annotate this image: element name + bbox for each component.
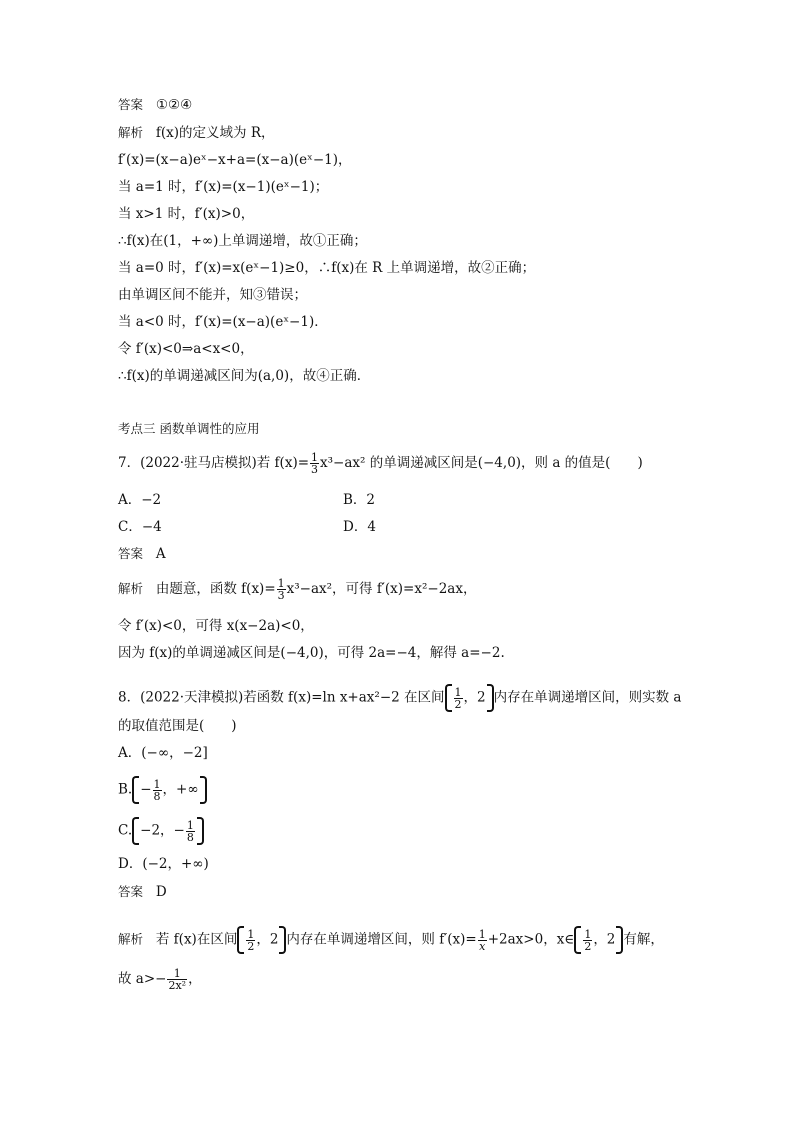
q7-option-c: C．−4	[118, 519, 162, 535]
interval-right: ，2	[593, 931, 616, 948]
q8-sol-mid: 内存在单调递增区间，则 f′(x)=	[286, 931, 477, 948]
solution-line-8: 当 a<0 时，f′(x)=(x−a)(eˣ−1)．	[118, 314, 328, 330]
solution-line-5: ∴f(x)在(1，+∞)上单调递增，故①正确；	[118, 233, 367, 249]
solution-text: f(x)的定义域为 R，	[155, 125, 275, 141]
q8-sol2-post: ，	[188, 971, 202, 987]
left-bracket	[132, 817, 139, 845]
fraction-denominator: 3	[277, 589, 285, 602]
left-bracket	[574, 926, 581, 954]
q8-solution-1	[118, 926, 664, 954]
fraction-denominator: 8	[153, 789, 161, 803]
right-bracket	[200, 776, 207, 804]
interval-right: ，2	[256, 931, 279, 948]
q8-option-c	[118, 817, 204, 845]
answer-label: 答案	[118, 884, 144, 899]
q8-sol-interval2-fraction	[583, 929, 592, 952]
q8-interval-fraction	[454, 687, 463, 710]
solution-label: 解析	[118, 125, 144, 140]
q7-option-a: A．−2	[118, 492, 162, 508]
q8-sol-interval-fraction	[246, 929, 255, 952]
fraction-numerator: 1	[584, 927, 592, 941]
answer-line-1	[118, 96, 192, 114]
solution-line-2: f′(x)=(x−a)eˣ−x+a=(x−a)(eˣ−1)，	[118, 152, 352, 168]
answer-value: D	[155, 884, 167, 900]
fraction-numerator: 1	[186, 818, 194, 832]
option-c-fraction	[186, 820, 195, 843]
option-letter: C.	[118, 822, 133, 839]
q8-sol-post: 有解，	[623, 931, 664, 948]
solution-line-10: ∴f(x)的单调递减区间为(a,0)，故④正确．	[118, 368, 371, 384]
right-bracket	[487, 684, 494, 712]
q7-stem-post: x³−ax² 的单调递减区间是(−4,0)，则 a 的值是( )	[320, 455, 643, 471]
fraction-numerator: 1	[277, 577, 285, 590]
right-bracket	[197, 817, 204, 845]
fraction-denominator: 2	[454, 697, 462, 711]
solution-line-9: 令 f′(x)<0⇒a<x<0，	[118, 341, 254, 357]
fraction-denominator: 2	[247, 939, 255, 953]
q7-option-b: B．2	[343, 492, 376, 508]
fraction-numerator: 1	[167, 968, 187, 980]
q8-sol2-pre: 故 a>−	[118, 971, 167, 987]
q8-answer	[118, 883, 167, 901]
option-b-right: ，+∞	[162, 781, 199, 798]
fraction-denominator: 8	[186, 830, 194, 844]
q8-stem-line-2: 的取值范围是( )	[118, 718, 237, 734]
answer-value: A	[155, 546, 166, 562]
q7-solution-2: 令 f′(x)<0，可得 x(x−2a)<0，	[118, 618, 314, 634]
solution-line-7: 由单调区间不能并，知③错误；	[118, 287, 307, 303]
fraction-denominator: x	[479, 939, 486, 953]
fraction-numerator: 1	[153, 777, 161, 791]
fraction-numerator: 1	[478, 927, 486, 941]
answer-label: 答案	[118, 97, 144, 112]
q7-solution-3: 因为 f(x)的单调递减区间是(−4,0)，可得 2a=−4，解得 a=−2.	[118, 645, 505, 661]
q8-sol-pre: 若 f(x)在区间	[155, 931, 238, 948]
q8-stem-post: 内存在单调递增区间，则实数 a	[493, 689, 682, 706]
q8-sol-mid2: +2ax>0，x∈	[487, 931, 575, 948]
q7-sol-pre: 由题意，函数 f(x)=	[155, 581, 276, 597]
q8-sol2-fraction	[167, 968, 187, 991]
q7-fraction	[310, 452, 319, 475]
q8-sol-fraction	[478, 929, 487, 952]
fraction-numerator: 1	[454, 685, 462, 699]
section-heading: 考点三 函数单调性的应用	[118, 421, 260, 436]
answer-label: 答案	[118, 546, 144, 561]
q7-answer	[118, 545, 166, 563]
q8-option-b	[118, 776, 207, 804]
interval-right: ，2	[463, 689, 486, 706]
solution-line-6: 当 a=0 时，f′(x)=x(eˣ−1)≥0，∴f(x)在 R 上单调递增，故②正确；	[118, 260, 536, 276]
question-7	[118, 452, 643, 475]
q7-stem-pre: 7．(2022·驻马店模拟)若 f(x)=	[118, 455, 310, 471]
minus-sign: −	[140, 781, 152, 798]
solution-line-1	[118, 124, 275, 142]
option-letter: B.	[118, 781, 133, 798]
solution-line-3: 当 a=1 时，f′(x)=(x−1)(eˣ−1)；	[118, 179, 329, 195]
question-8	[118, 684, 681, 712]
fraction-denominator: 3	[311, 463, 319, 476]
left-bracket	[237, 926, 244, 954]
q7-option-d: D．4	[343, 519, 376, 535]
fraction-denominator: 2x²	[168, 979, 187, 992]
left-bracket	[132, 776, 139, 804]
q8-solution-2	[118, 968, 202, 991]
left-bracket	[445, 684, 452, 712]
solution-line-4: 当 x>1 时，f′(x)>0，	[118, 206, 255, 222]
solution-label: 解析	[118, 931, 144, 947]
option-b-fraction	[153, 779, 162, 802]
solution-label: 解析	[118, 581, 144, 596]
fraction-numerator: 1	[247, 927, 255, 941]
answer-value: ①②④	[155, 97, 193, 113]
q8-stem-pre: 8．(2022·天津模拟)若函数 f(x)=ln x+ax²−2 在区间	[118, 689, 445, 706]
q7-sol-fraction	[277, 578, 286, 601]
q8-option-a: A．(−∞，−2]	[118, 745, 208, 761]
fraction-numerator: 1	[311, 451, 319, 464]
fraction-denominator: 2	[584, 939, 592, 953]
q7-solution-1	[118, 578, 476, 601]
q7-sol-post: x³−ax²，可得 f′(x)=x²−2ax，	[286, 581, 477, 597]
option-c-left: −2，−	[140, 822, 185, 839]
q8-option-d: D．(−2，+∞)	[118, 856, 209, 872]
